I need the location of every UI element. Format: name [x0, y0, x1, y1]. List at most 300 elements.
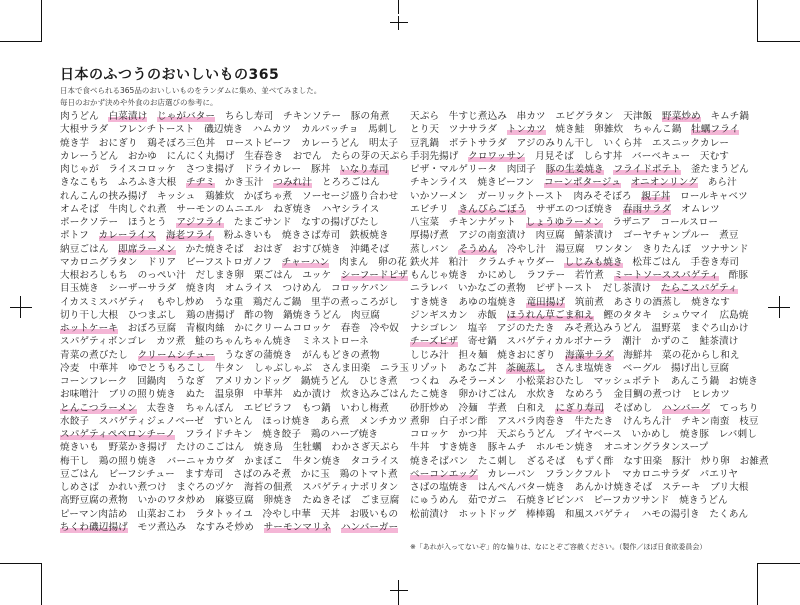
food-list-line: [410, 335, 745, 348]
food-item: 枝豆: [739, 415, 759, 427]
food-item: にんにく丸揚げ: [166, 150, 235, 162]
food-item: ローストビーフ: [224, 137, 292, 149]
food-item: 野菜炒め: [662, 111, 701, 122]
food-item: ハモの湯引き: [641, 508, 700, 520]
food-item: 肉うどん: [60, 111, 99, 122]
food-item: かぼちゃ煮: [243, 190, 293, 202]
food-item: 牛すじ煮込み: [448, 111, 507, 122]
food-item: フレンチトースト: [118, 124, 195, 136]
food-item: けんちん汁: [622, 415, 672, 427]
food-item: ステーキ: [661, 482, 701, 493]
food-item: オムライス: [224, 283, 273, 295]
food-item: ツナサラダ: [448, 124, 498, 136]
food-item: もやし炒め: [155, 296, 205, 308]
food-item: カルパッチョ: [301, 124, 359, 136]
food-item: 焼きさば寿司: [282, 230, 341, 242]
food-item: 鰹のタタキ: [603, 309, 652, 321]
food-item: ニラレバ: [410, 283, 449, 295]
food-item: かにめし: [477, 270, 517, 281]
food-item: 天丼: [320, 508, 341, 520]
food-item: 塩辛: [467, 323, 488, 334]
food-list-line: [410, 163, 749, 176]
food-item: ホットドッグ: [458, 508, 517, 520]
food-list-line: [410, 190, 748, 203]
food-item: お吸いもの: [349, 508, 399, 520]
food-list-line: [410, 349, 745, 362]
food-item: たこ焼き: [410, 389, 449, 401]
food-item: わかさぎ天ぷら: [331, 442, 400, 454]
food-item: マカロニグラタン: [60, 256, 138, 268]
food-item: 冷やし汁: [506, 243, 546, 255]
food-list-line: [60, 256, 407, 269]
food-item: ドライカレー: [243, 164, 302, 175]
food-list-line: [60, 362, 410, 375]
food-item: あなご丼: [457, 362, 497, 374]
food-item: ざるそば: [526, 455, 566, 467]
food-item: 豚キムチ: [487, 442, 527, 454]
food-item: ニラ玉: [380, 362, 410, 374]
food-item: かき玉汁: [224, 177, 264, 189]
crop-mark: [0, 41, 42, 42]
food-item: かずのこ: [651, 336, 690, 348]
food-item: ピザ・マルゲリータ: [410, 164, 498, 175]
food-item: チキンソテー: [283, 111, 342, 122]
food-item: しゃぶしゃぶ: [253, 362, 313, 374]
food-list-line: [60, 322, 399, 335]
food-item: 砂肝炒め: [410, 402, 449, 414]
food-item: 煮卵: [410, 415, 430, 427]
food-list-line: [60, 415, 408, 428]
food-item: 牛丼: [410, 442, 430, 454]
food-item: 釜たまうどん: [690, 164, 749, 175]
food-item: 豚の角煮: [350, 111, 390, 122]
food-item: 茹でガニ: [467, 495, 507, 507]
food-item: しょうゆラーメン: [525, 217, 603, 228]
food-item: 目玉焼き: [60, 283, 99, 295]
food-item: 八宝菜: [410, 217, 440, 228]
food-item: 栗ごはん: [253, 270, 293, 281]
food-item: 白菜漬け: [108, 111, 148, 122]
food-list-line: [60, 375, 398, 388]
food-item: きなこもち: [60, 177, 109, 189]
food-item: 煮豆: [719, 230, 739, 242]
food-item: チキンナゲット: [448, 217, 516, 228]
food-item: 棒棒鶏: [525, 508, 556, 520]
food-list-line: [410, 388, 745, 401]
food-item: 串カツ: [516, 111, 546, 122]
food-item: 焼き鮭: [555, 124, 585, 136]
food-item: 粉ふきいも: [223, 230, 273, 242]
food-list-line: [60, 521, 399, 534]
food-list-line: [410, 137, 745, 150]
food-list-line: [410, 428, 757, 441]
food-item: 切り干し大根: [60, 309, 119, 321]
food-item: ソーセージ盛り合わせ: [302, 190, 399, 202]
food-item: アジフライ: [176, 217, 225, 228]
food-item: たくあん: [709, 508, 749, 520]
food-item: だし茶漬け: [602, 283, 652, 295]
food-item: 牛たたき: [574, 415, 614, 427]
food-item: おにぎり: [98, 137, 138, 149]
food-item: なすみそ炒め: [195, 521, 254, 533]
food-list-line: [410, 494, 745, 507]
food-item: てっちり: [719, 402, 759, 414]
food-item: 担々麺: [458, 349, 488, 361]
food-item: しじみも焼き: [564, 256, 623, 268]
food-item: 寄せ鍋: [467, 336, 497, 348]
food-item: タコライス: [350, 455, 399, 467]
food-item: 鍋焼きうどん: [283, 309, 342, 321]
food-item: 海苔の佃煮: [243, 482, 293, 493]
food-item: 卵雑炊: [594, 124, 624, 136]
food-list-line: [60, 494, 400, 507]
food-item: すき焼き: [410, 296, 449, 308]
food-list-line: [60, 203, 390, 216]
food-item: 松茸ごはん: [632, 256, 681, 268]
food-item: ビーフカツサンド: [593, 495, 670, 507]
food-item: 豆ごはん: [60, 468, 99, 480]
food-item: かにクリームコロッケ: [234, 323, 332, 334]
food-list-line: [410, 402, 759, 415]
food-item: 潮汁: [622, 336, 642, 348]
food-item: そばめし: [613, 402, 653, 414]
food-item: しじみ汁: [410, 349, 449, 361]
page-title: 日本のふつうのおいしいもの365: [60, 67, 280, 83]
food-item: 天津飯: [623, 111, 653, 122]
food-item: ゆでとうもろこし: [127, 362, 206, 374]
food-item: 海藻サラダ: [565, 349, 614, 361]
food-list-line: [60, 309, 390, 322]
food-list-line: [60, 163, 390, 176]
food-item: 天ぷら: [410, 111, 440, 122]
food-item: ひじき煮: [358, 376, 398, 387]
food-list-line: [410, 415, 759, 428]
food-list-line: [60, 468, 398, 481]
crop-mark: [10, 307, 32, 308]
food-item: 肉豆腐: [350, 309, 380, 321]
food-item: なめろう: [565, 389, 604, 401]
food-list-line: [60, 402, 390, 415]
food-item: いかのワタ炒め: [137, 495, 206, 507]
food-list-line: [410, 508, 749, 521]
food-item: 芋煮: [487, 402, 507, 414]
food-item: 山菜おこわ: [137, 508, 186, 520]
food-list-line: [60, 282, 390, 295]
food-list-line: [410, 455, 769, 468]
food-item: ラフテー: [526, 270, 566, 281]
food-item: 手羽先揚げ: [410, 150, 459, 162]
food-item: 赤飯: [477, 309, 497, 321]
food-item: ビーフシチュー: [108, 468, 175, 480]
food-item: たぬきそば: [302, 495, 351, 507]
food-item: ホルモン焼き: [535, 442, 594, 454]
food-item: おかゆ: [127, 150, 157, 162]
food-item: 納豆ごはん: [60, 243, 109, 255]
food-item: ジンギスカン: [410, 309, 468, 321]
food-item: まぐろのヅケ: [176, 482, 235, 493]
food-item: かまぼこ: [244, 455, 283, 467]
food-item: かれい煮つけ: [108, 482, 167, 493]
food-item: ピーマン肉詰め: [60, 508, 128, 520]
food-list-line: [60, 150, 409, 163]
food-list-line: [410, 282, 745, 295]
food-item: 海老フライ: [165, 230, 215, 242]
food-item: エビグラタン: [555, 111, 614, 122]
food-list-line: [410, 110, 750, 123]
food-item: 卵かけごはん: [458, 389, 517, 401]
food-item: ブリの照り焼き: [108, 389, 176, 401]
food-item: 鉄板焼き: [349, 230, 389, 242]
food-item: コールスロー: [660, 217, 719, 228]
food-item: ハヤシライス: [321, 203, 380, 215]
food-item: スパゲティカルボナーラ: [506, 336, 613, 348]
food-item: 鮭茶漬け: [699, 336, 739, 348]
food-item: れんこんの挟み揚げ: [60, 190, 148, 202]
food-item: 牛タン: [215, 362, 245, 374]
food-item: マカロニサラダ: [622, 468, 690, 480]
food-item: あゆの塩焼き: [458, 296, 517, 308]
food-item: ホットケーキ: [60, 323, 118, 334]
food-item: あんかけ焼きそば: [574, 482, 653, 493]
food-item: ミートソーススパゲティ: [613, 270, 720, 281]
food-item: ポトフ: [60, 230, 89, 242]
food-item: ます寿司: [184, 468, 224, 480]
food-item: スパゲティナポリタン: [302, 482, 399, 493]
food-item: ハンバーガー: [340, 521, 399, 533]
food-item: スパゲティボンゴレ: [60, 336, 147, 348]
food-item: カレーパン: [487, 468, 536, 480]
food-item: ガーリックトースト: [477, 190, 564, 202]
food-list-line: [410, 243, 749, 256]
food-item: 天むす: [699, 150, 730, 162]
food-item: いなり寿司: [340, 164, 389, 175]
food-item: 月見そば: [535, 150, 574, 162]
food-item: アジのたたき: [496, 323, 555, 334]
food-item: しらす丼: [583, 150, 623, 162]
food-item: 手巻き寿司: [690, 256, 739, 268]
food-item: かに玉: [300, 468, 330, 480]
food-list-line: [60, 441, 400, 454]
food-item: 肉豆腐: [535, 230, 565, 242]
food-list-line: [60, 335, 390, 348]
crop-mark: [768, 307, 790, 308]
food-item: にぎり寿司: [555, 402, 604, 414]
food-item: カレーうどん: [60, 150, 119, 162]
food-item: あさりの酒蒸し: [613, 296, 682, 308]
food-item: すき焼き: [439, 442, 478, 454]
food-item: ちゃんぽん: [185, 402, 234, 414]
food-item: ベーコンエッグ: [410, 468, 478, 480]
food-item: シーフードピザ: [340, 270, 408, 281]
food-item: ツナサンド: [700, 243, 749, 255]
food-item: さばのみそ煮: [233, 468, 292, 480]
food-item: リゾット: [410, 362, 449, 374]
food-item: はんぺんバター焼き: [477, 482, 565, 493]
food-list-line: [410, 296, 745, 309]
food-item: ちくわ磯辺揚げ: [60, 521, 128, 533]
crop-mark: [0, 563, 42, 564]
food-item: そうめん: [458, 243, 498, 255]
food-list-line: [60, 123, 398, 136]
food-item: オムそば: [60, 203, 99, 215]
food-item: 焼き餃子: [262, 429, 302, 440]
food-list-line: [410, 362, 745, 375]
food-item: 大根おろしもち: [60, 270, 128, 281]
food-item: 青椒肉絲: [185, 323, 225, 334]
food-item: ちらし寿司: [224, 111, 274, 122]
food-item: チキン南蛮: [681, 415, 730, 427]
food-list-line: [410, 216, 745, 229]
food-item: フランクフルト: [545, 468, 613, 480]
food-item: 高野豆腐の煮物: [60, 495, 128, 507]
food-item: 茶碗蒸し: [506, 362, 546, 374]
food-list-line: [60, 296, 399, 309]
food-item: サザエのつぼ焼き: [536, 203, 614, 215]
food-item: 太巻き: [146, 402, 176, 414]
food-item: みそラーメン: [448, 376, 507, 387]
food-list-line: [410, 203, 745, 216]
food-item: 筑前煮: [574, 296, 604, 308]
food-item: トンカツ: [506, 124, 546, 136]
crop-mark: [398, 580, 399, 605]
food-item: チヂミ: [186, 177, 216, 189]
food-item: きんぴらごぼう: [458, 203, 527, 215]
food-item: 松前漬け: [410, 508, 449, 520]
food-item: みそ煮込みうどん: [564, 323, 642, 334]
food-item: おはぎ: [253, 243, 283, 255]
food-item: 温泉卵: [214, 389, 244, 401]
food-item: 豚の生姜焼き: [545, 164, 604, 175]
food-item: 酢の物: [244, 309, 274, 321]
food-list-line: [410, 123, 745, 136]
food-item: シーザーサラダ: [108, 283, 177, 295]
food-item: 海鮮丼: [623, 349, 653, 361]
food-item: 冷麺: [458, 402, 478, 414]
food-item: いかソーメン: [410, 190, 468, 202]
food-list-line: [410, 256, 745, 269]
food-item: 若竹煮: [574, 270, 604, 281]
food-item: おぼろ豆腐: [127, 323, 177, 334]
food-item: 明太子: [368, 137, 399, 149]
food-item: たけのこごはん: [176, 442, 245, 454]
food-item: ライスコロッケ: [108, 164, 176, 175]
crop-mark: [757, 0, 758, 42]
food-item: とんこつラーメン: [60, 402, 137, 414]
food-item: 牛タン焼き: [292, 455, 342, 467]
food-item: エビピラフ: [243, 402, 293, 414]
food-item: お味噌汁: [60, 389, 99, 401]
food-item: マッシュポテト: [593, 376, 662, 387]
crop-mark: [41, 0, 42, 42]
food-item: 沖縄そば: [350, 243, 390, 255]
food-item: キッシュ: [156, 190, 196, 202]
food-item: 焼きいも: [60, 442, 99, 454]
food-item: 白子ポン酢: [439, 415, 488, 427]
food-item: 梅干し: [60, 455, 90, 467]
food-item: あら煮: [320, 415, 350, 427]
food-item: オニオンリング: [630, 177, 698, 189]
food-list-line: [410, 481, 749, 494]
food-list-line: [60, 176, 390, 189]
food-list-line: [410, 468, 745, 481]
food-item: うな重: [214, 296, 244, 308]
food-item: 鯖茶漬け: [574, 230, 614, 242]
food-item: 鮭のちゃんちゃん焼き: [194, 336, 292, 348]
food-item: 即席ラーメン: [118, 243, 176, 255]
food-item: つけめん: [282, 283, 322, 295]
food-list-line: [410, 229, 745, 242]
food-item: イカスミスパゲティ: [60, 296, 147, 308]
food-item: 金目鯛の煮つけ: [613, 389, 682, 401]
food-item: もつ鍋: [301, 402, 331, 414]
food-item: 肉団子: [506, 164, 536, 175]
food-item: ひつまぶし: [127, 309, 177, 321]
food-item: 磯辺焼き: [204, 124, 244, 136]
food-item: かつ丼: [458, 429, 488, 440]
food-list-line: [410, 269, 749, 282]
food-item: 焼きそばパン: [410, 455, 469, 467]
food-item: 冷やし中華: [262, 508, 311, 520]
food-list-line: [60, 190, 399, 203]
food-item: 焼き鳥: [253, 442, 284, 454]
food-item: 鶏のハーブ焼き: [310, 429, 379, 440]
subtitle-line-2: 毎日のおかず決めや外食のお店選びの参考に。: [60, 98, 218, 107]
food-item: 春巻: [340, 323, 361, 334]
food-item: もんじゃ焼き: [410, 270, 469, 281]
food-item: アジの南蛮漬け: [458, 230, 526, 242]
food-list-line: [60, 388, 409, 401]
food-item: コーンフレーク: [60, 376, 128, 387]
food-item: なすの揚げびたし: [301, 217, 379, 228]
food-item: 豆乳鍋: [410, 137, 440, 149]
food-item: ちゃんこ鍋: [632, 124, 682, 136]
food-list-line: [60, 243, 390, 256]
food-list-line: [60, 508, 399, 521]
food-item: 卵の花: [377, 256, 407, 268]
food-item: いかなごの煮物: [457, 283, 526, 295]
food-item: 中華丼: [253, 389, 283, 401]
food-item: 鶏のトマト煮: [339, 468, 398, 480]
food-item: 粕汁: [448, 256, 469, 268]
food-list-line: [410, 322, 749, 335]
food-item: 春雨サラダ: [622, 203, 672, 215]
food-list-line: [410, 176, 745, 189]
food-item: 菜の花からし和え: [662, 349, 740, 361]
food-item: 竜田揚げ: [526, 296, 566, 308]
food-item: しめさば: [60, 482, 99, 493]
food-item: 焼きおにぎり: [497, 349, 556, 361]
food-item: さばの塩焼き: [410, 482, 469, 493]
food-item: いくら丼: [603, 137, 643, 149]
food-item: ラザニア: [612, 217, 651, 228]
food-item: ポークソテー: [60, 217, 119, 228]
food-list-right-column: [410, 110, 769, 521]
food-list-line: [410, 375, 758, 388]
food-item: 里芋の煮っころがし: [311, 296, 399, 308]
food-item: とり天: [410, 124, 440, 136]
food-item: 石焼きビビンパ: [516, 495, 584, 507]
food-item: 肉まん: [339, 256, 369, 268]
food-item: たらこスパゲティ: [660, 283, 738, 295]
food-item: 鶏だんご鍋: [252, 296, 302, 308]
food-item: ハンバーグ: [662, 402, 710, 414]
food-item: 肉じゃが: [60, 164, 99, 175]
food-item: キムチ鍋: [710, 111, 750, 122]
subtitle-line-1: 日本で食べられる365品のおいしいものをランダムに集め、並べてみました。: [60, 86, 322, 95]
food-item: ヒレカツ: [691, 389, 730, 401]
food-item: 炊き込みごはん: [340, 389, 409, 401]
food-list-line: [60, 269, 408, 282]
